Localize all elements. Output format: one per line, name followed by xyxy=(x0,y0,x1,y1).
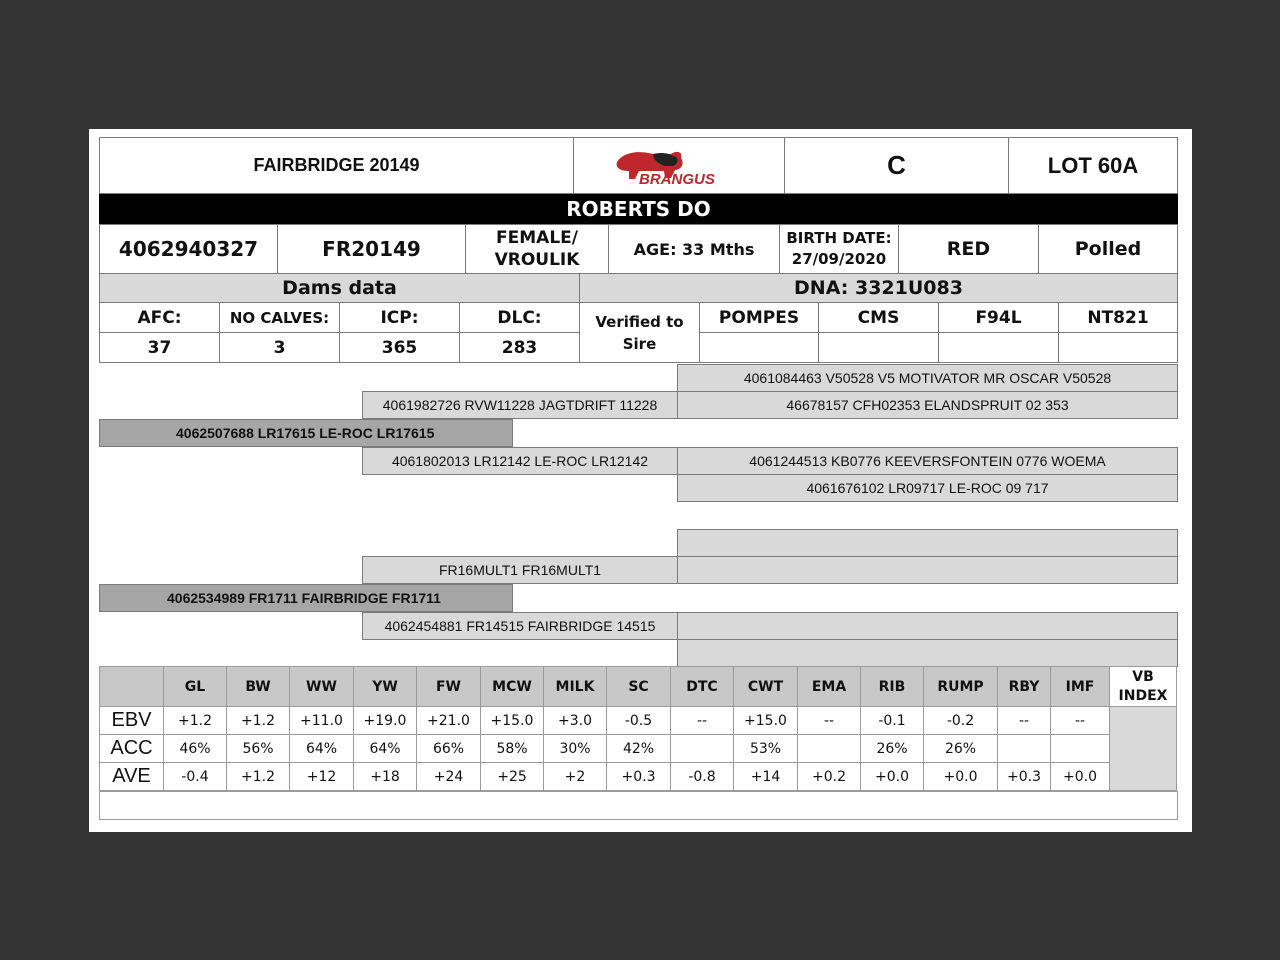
no-calves-value: 3 xyxy=(219,332,340,363)
dlc-label: DLC: xyxy=(459,302,580,333)
ebv-value: -0.5 xyxy=(607,707,671,735)
ebv-value: +15.0 xyxy=(481,707,544,735)
ebv-col-ema: EMA xyxy=(798,667,861,707)
acc-value xyxy=(671,735,734,763)
row-label-ebv: EBV xyxy=(100,707,164,735)
ebv-col-mcw: MCW xyxy=(481,667,544,707)
ebv-col-bw: BW xyxy=(227,667,290,707)
acc-value: 42% xyxy=(607,735,671,763)
ebv-value: +15.0 xyxy=(734,707,798,735)
vb-index-value xyxy=(1110,707,1177,791)
ave-value: +25 xyxy=(481,763,544,791)
pedigree-dam-sire-sire xyxy=(677,529,1178,557)
ebv-corner-cell xyxy=(100,667,164,707)
ebv-col-cwt: CWT xyxy=(734,667,798,707)
row-label-ave: AVE xyxy=(100,763,164,791)
ebv-value: -- xyxy=(998,707,1051,735)
row-label-acc: ACC xyxy=(100,735,164,763)
farm-name: FAIRBRIDGE 20149 xyxy=(99,137,574,194)
ebv-value: +19.0 xyxy=(354,707,417,735)
ave-value: +24 xyxy=(417,763,481,791)
acc-value: 46% xyxy=(164,735,227,763)
acc-row xyxy=(100,735,1177,763)
ave-value: -0.4 xyxy=(164,763,227,791)
dna-test-cms: CMS xyxy=(818,302,939,333)
dna-test-f94l: F94L xyxy=(938,302,1059,333)
dlc-value: 283 xyxy=(459,332,580,363)
afc-value: 37 xyxy=(99,332,220,363)
ave-value: -0.8 xyxy=(671,763,734,791)
ebv-value: +1.2 xyxy=(227,707,290,735)
acc-value xyxy=(998,735,1051,763)
ave-value: +0.3 xyxy=(607,763,671,791)
no-calves-label: NO CALVES: xyxy=(219,302,340,333)
dna-result-pompes xyxy=(699,332,819,363)
birth-date-value: 27/09/2020 xyxy=(791,250,887,268)
pedigree-dam-sire: FR16MULT1 FR16MULT1 xyxy=(362,556,678,584)
ave-value: +1.2 xyxy=(227,763,290,791)
ebv-value: +1.2 xyxy=(164,707,227,735)
dna-test-nt821: NT821 xyxy=(1058,302,1178,333)
ebv-value: -0.1 xyxy=(861,707,924,735)
notes-row xyxy=(99,791,1178,820)
acc-value: 64% xyxy=(354,735,417,763)
pedigree-dam-dam-dam xyxy=(677,639,1178,667)
ebv-value: -- xyxy=(1051,707,1110,735)
dna-title: DNA: 3321U083 xyxy=(579,273,1178,303)
ave-value: +0.0 xyxy=(924,763,998,791)
dna-result-cms xyxy=(818,332,939,363)
ebv-col-sc: SC xyxy=(607,667,671,707)
pedigree-dam-dam: 4062454881 FR14515 FAIRBRIDGE 14515 xyxy=(362,612,678,640)
dams-data-title: Dams data xyxy=(99,273,580,303)
verified-to-sire: Verified to Sire xyxy=(579,302,700,363)
ave-row xyxy=(100,763,1177,791)
acc-value: 64% xyxy=(290,735,354,763)
dna-test-pompes: POMPES xyxy=(699,302,819,333)
ave-value: +0.0 xyxy=(861,763,924,791)
pedigree-sire-dam-dam: 4061676102 LR09717 LE-ROC 09 717 xyxy=(677,474,1178,502)
registration-code: FR20149 xyxy=(277,224,466,274)
ebv-col-dtc: DTC xyxy=(671,667,734,707)
ebv-value: -- xyxy=(671,707,734,735)
icp-value: 365 xyxy=(339,332,460,363)
animal-sale-card xyxy=(89,129,1192,832)
ebv-col-ww: WW xyxy=(290,667,354,707)
acc-value xyxy=(798,735,861,763)
afc-label: AFC: xyxy=(99,302,220,333)
ave-value: +18 xyxy=(354,763,417,791)
lot-number: LOT 60A xyxy=(1008,137,1178,194)
ave-value: +2 xyxy=(544,763,607,791)
acc-value: 56% xyxy=(227,735,290,763)
ebv-value: -0.2 xyxy=(924,707,998,735)
horn-status: Polled xyxy=(1038,224,1178,274)
grade: C xyxy=(784,137,1009,194)
vb-index-header: VB INDEX xyxy=(1110,667,1177,707)
ebv-value: +11.0 xyxy=(290,707,354,735)
pedigree-sire-sire-sire: 4061084463 V50528 V5 MOTIVATOR MR OSCAR V50528 xyxy=(677,364,1178,392)
logo-text: BRANGUS xyxy=(639,170,715,188)
ave-value: +12 xyxy=(290,763,354,791)
ebv-col-gl: GL xyxy=(164,667,227,707)
acc-value: 58% xyxy=(481,735,544,763)
acc-value: 53% xyxy=(734,735,798,763)
ebv-value: -- xyxy=(798,707,861,735)
animal-id: 4062940327 xyxy=(99,224,278,274)
pedigree-dam-dam-sire xyxy=(677,612,1178,640)
icp-label: ICP: xyxy=(339,302,460,333)
ebv-col-milk: MILK xyxy=(544,667,607,707)
ave-value: +0.3 xyxy=(998,763,1051,791)
ave-value: +0.0 xyxy=(1051,763,1110,791)
dna-result-f94l xyxy=(938,332,1059,363)
ebv-header-row xyxy=(100,667,1177,707)
pedigree-sire-sire: 4061982726 RVW11228 JAGTDRIFT 11228 xyxy=(362,391,678,419)
ebv-col-imf: IMF xyxy=(1051,667,1110,707)
ebv-value: +3.0 xyxy=(544,707,607,735)
dna-result-nt821 xyxy=(1058,332,1178,363)
pedigree-sire-sire-dam: 46678157 CFH02353 ELANDSPRUIT 02 353 xyxy=(677,391,1178,419)
ave-value: +0.2 xyxy=(798,763,861,791)
brangus-logo xyxy=(573,137,785,194)
ebv-col-fw: FW xyxy=(417,667,481,707)
ebv-table xyxy=(99,666,1177,791)
acc-value: 66% xyxy=(417,735,481,763)
pedigree-dam: 4062534989 FR1711 FAIRBRIDGE FR1711 xyxy=(99,584,513,612)
ave-value: +14 xyxy=(734,763,798,791)
acc-value xyxy=(1051,735,1110,763)
owner-name: ROBERTS DO xyxy=(99,194,1178,224)
birth-date-label: BIRTH DATE: xyxy=(786,229,892,247)
cattle-logo-icon xyxy=(609,144,749,188)
ebv-value: +21.0 xyxy=(417,707,481,735)
age: AGE: 33 Mths xyxy=(608,224,780,274)
pedigree-dam-sire-dam xyxy=(677,556,1178,584)
pedigree-sire: 4062507688 LR17615 LE-ROC LR17615 xyxy=(99,419,513,447)
acc-value: 26% xyxy=(924,735,998,763)
ebv-col-rby: RBY xyxy=(998,667,1051,707)
ebv-col-rib: RIB xyxy=(861,667,924,707)
colour: RED xyxy=(898,224,1039,274)
pedigree-sire-dam-sire: 4061244513 KB0776 KEEVERSFONTEIN 0776 WOEMA xyxy=(677,447,1178,475)
acc-value: 26% xyxy=(861,735,924,763)
ebv-row xyxy=(100,707,1177,735)
sex: FEMALE/ VROULIK xyxy=(465,224,609,274)
ebv-col-yw: YW xyxy=(354,667,417,707)
birth-date xyxy=(779,224,899,274)
pedigree-sire-dam: 4061802013 LR12142 LE-ROC LR12142 xyxy=(362,447,678,475)
acc-value: 30% xyxy=(544,735,607,763)
ebv-col-rump: RUMP xyxy=(924,667,998,707)
